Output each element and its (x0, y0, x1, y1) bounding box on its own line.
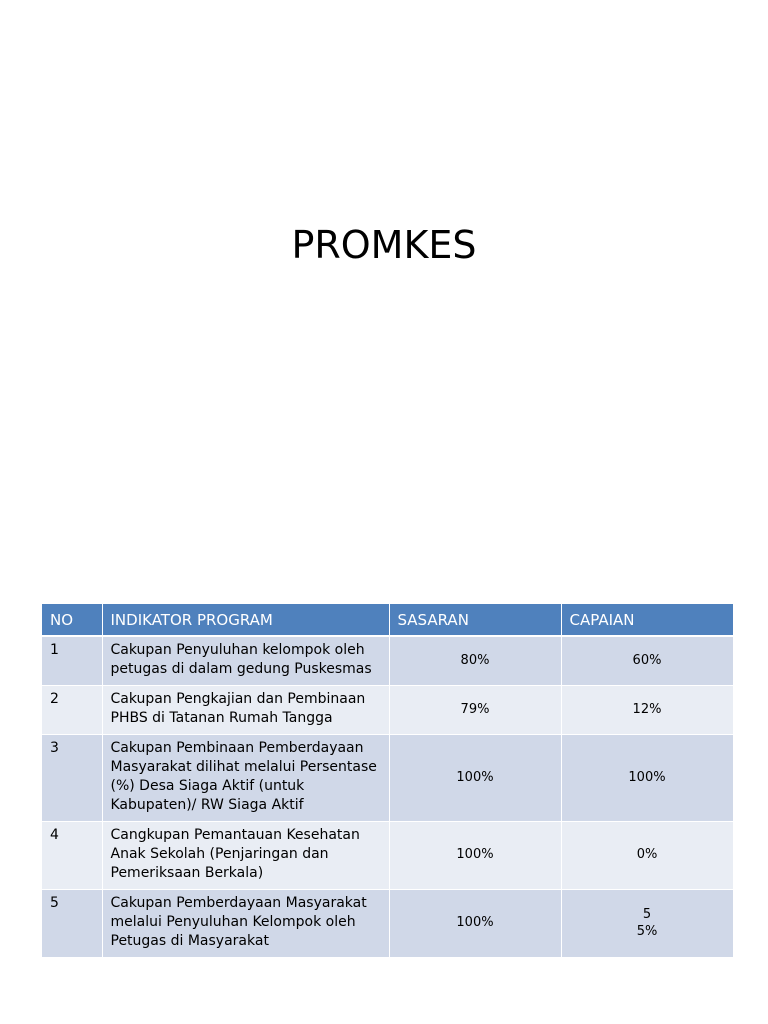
table-row (42, 735, 733, 822)
table-row (42, 890, 733, 958)
header-indikator: INDIKATOR PROGRAM (102, 604, 389, 636)
cell-indikator: Cakupan Pengkajian dan Pembinaan PHBS di Tatanan Rumah Tangga (102, 686, 389, 735)
cell-sasaran: 80% (389, 636, 561, 686)
cell-capaian: 100% (561, 735, 733, 822)
cell-capaian-line2: 5% (636, 923, 658, 939)
table-row (42, 686, 733, 735)
cell-sasaran: 100% (389, 890, 561, 958)
cell-indikator: Cakupan Pembinaan Pemberdayaan Masyarakat dilihat melalui Persentase (%) Desa Siaga Aktif (untuk Kabupaten)/ RW Siaga Aktif (102, 735, 389, 822)
header-no: NO (42, 604, 102, 636)
cell-capaian-line1: 5 (642, 906, 652, 922)
cell-capaian (561, 890, 733, 958)
cell-sasaran: 79% (389, 686, 561, 735)
cell-capaian: 12% (561, 686, 733, 735)
cell-capaian: 60% (561, 636, 733, 686)
cell-sasaran: 100% (389, 822, 561, 890)
cell-indikator: Cakupan Penyuluhan kelompok oleh petugas di dalam gedung Puskesmas (102, 636, 389, 686)
cell-no: 1 (42, 636, 102, 686)
slide-title: PROMKES (291, 223, 477, 267)
indikator-table (42, 604, 734, 958)
cell-no: 5 (42, 890, 102, 958)
header-sasaran: SASARAN (389, 604, 561, 636)
cell-no: 4 (42, 822, 102, 890)
table-row (42, 822, 733, 890)
cell-no: 3 (42, 735, 102, 822)
cell-indikator: Cangkupan Pemantauan Kesehatan Anak Sekolah (Penjaringan dan Pemeriksaan Berkala) (102, 822, 389, 890)
table-header-row (42, 604, 733, 636)
cell-capaian: 0% (561, 822, 733, 890)
table-row (42, 636, 733, 686)
cell-no: 2 (42, 686, 102, 735)
cell-indikator: Cakupan Pemberdayaan Masyarakat melalui Penyuluhan Kelompok oleh Petugas di Masyarakat (102, 890, 389, 958)
cell-sasaran: 100% (389, 735, 561, 822)
header-capaian: CAPAIAN (561, 604, 733, 636)
